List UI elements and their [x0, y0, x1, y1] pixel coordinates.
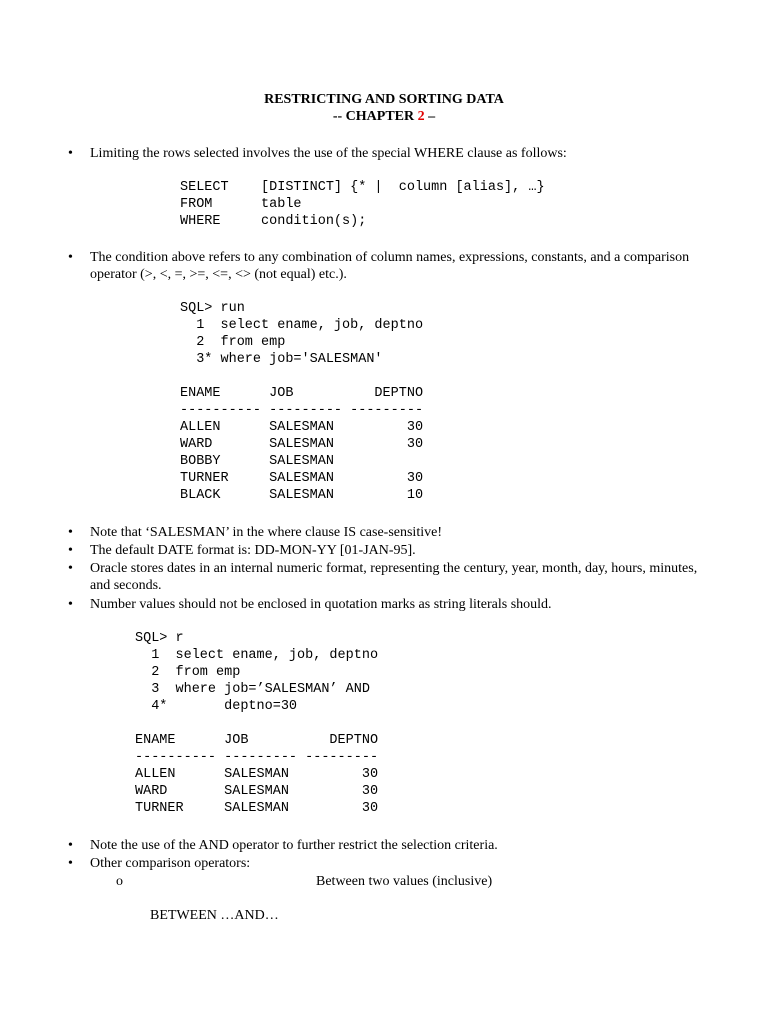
code-line: WHERE condition(s);	[180, 214, 367, 229]
sub-bullet-marker: o	[116, 874, 123, 889]
bullet-condition: • The condition above refers to any combination of column names, expressions, constants, and a comparison operator (>, <, =, >=, <=, <> (not equal) etc.).	[90, 249, 710, 283]
operator-term: BETWEEN …AND…	[150, 908, 279, 923]
code-line: 4* deptno=30	[135, 699, 298, 714]
code-line: TURNER SALESMAN 30	[180, 471, 424, 486]
code-line: SQL> run	[180, 301, 245, 316]
bullet-and-operator: • Note the use of the AND operator to further restrict the selection criteria.	[90, 837, 710, 854]
operator-description: Between two values (inclusive)	[316, 874, 493, 889]
code-line: ALLEN SALESMAN 30	[180, 420, 424, 435]
code-line: ALLEN SALESMAN 30	[135, 767, 379, 782]
code-line: BOBBY SALESMAN	[180, 454, 334, 469]
code-line: SELECT [DISTINCT] {* | column [alias], …}	[180, 180, 545, 195]
code-line: 1 select ename, job, deptno	[180, 318, 424, 333]
code-line	[135, 715, 378, 732]
code-block-select-syntax	[180, 179, 545, 230]
code-line: WARD SALESMAN 30	[135, 784, 379, 799]
code-block-query-2	[135, 630, 378, 817]
code-line	[180, 368, 423, 385]
code-line: 1 select ename, job, deptno	[135, 648, 379, 663]
code-line: 3 where job=’SALESMAN’ AND	[135, 682, 370, 697]
chapter-suffix: –	[424, 109, 436, 124]
code-line: BLACK SALESMAN 10	[180, 488, 424, 503]
code-line: 2 from emp	[180, 335, 286, 350]
bullet-comparison-operators: • Other comparison operators:	[90, 855, 710, 872]
bullet-number-values: • Number values should not be enclosed in quotation marks as string literals should.	[90, 596, 710, 613]
chapter-prefix: -- CHAPTER	[332, 109, 418, 124]
bullet-date-format: • The default DATE format is: DD-MON-YY [01-JAN-95].	[90, 542, 710, 559]
code-line: ENAME JOB DEPTNO	[135, 733, 379, 748]
bullet-where-clause: • Limiting the rows selected involves the use of the special WHERE clause as follows:	[90, 145, 710, 162]
page-title	[0, 91, 768, 108]
code-line: 3* where job='SALESMAN'	[180, 352, 383, 367]
bullet-date-storage: • Oracle stores dates in an internal numeric format, representing the century, year, month, day, hours, minutes, and seconds.	[90, 560, 710, 594]
code-line: ---------- --------- ---------	[135, 750, 379, 765]
code-line: 2 from emp	[135, 665, 241, 680]
code-line: ENAME JOB DEPTNO	[180, 386, 424, 401]
chapter-heading	[0, 108, 768, 125]
code-line: FROM table	[180, 197, 302, 212]
code-block-query-1	[180, 300, 423, 504]
code-line: WARD SALESMAN 30	[180, 437, 424, 452]
title-line-1: RESTRICTING AND SORTING DATA	[264, 92, 504, 107]
code-line: TURNER SALESMAN 30	[135, 801, 379, 816]
sub-bullet-between	[116, 873, 493, 958]
code-line: SQL> r	[135, 631, 184, 646]
bullet-case-sensitive: • Note that ‘SALESMAN’ in the where clause IS case-sensitive!	[90, 524, 710, 541]
chapter-number: 2	[417, 109, 425, 124]
code-line: ---------- --------- ---------	[180, 403, 424, 418]
